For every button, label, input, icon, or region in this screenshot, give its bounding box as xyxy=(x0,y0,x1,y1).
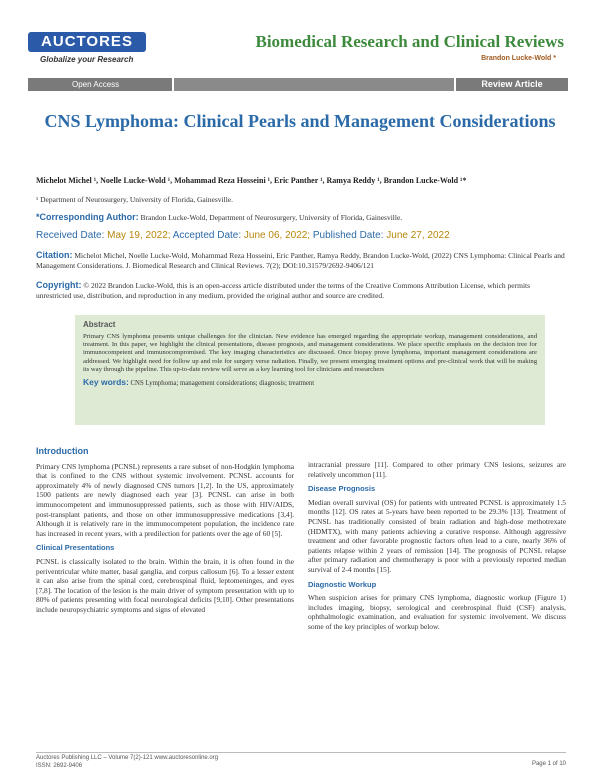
journal-title: Biomedical Research and Clinical Reviews xyxy=(255,32,564,51)
footer-publisher[interactable]: Auctores Publishing LLC – Volume 7(2)-121 www.auctoresonline.org xyxy=(36,755,219,761)
published-date: June 27, 2022 xyxy=(386,230,450,241)
introduction-text: Primary CNS lymphoma (PCNSL) represents a rare subset of non-Hodgkin lymphoma that is confined to the CNS without systemic involvement. PCNSL accounts for approximately 4% of newly diagnosed CNS tumors [1,2]. In the US, approximately 1500 patients are newly diagnosed each year [3]. PCNSL can arise in both immunocompetent and immunosuppressed patients, such as those with HIV/AIDS, post-transplant patients, and those on other immunosuppressive medications [3,4]. Although it is relatively rare in the immunocompetent population, the incidence rate has increased in recent years, with a predilection for patients over the age of 60 [5]. xyxy=(36,461,294,538)
affiliation: ¹ Department of Neurosurgery, University of Florida, Gainesville. xyxy=(36,195,233,204)
keywords xyxy=(83,377,537,387)
disease-prognosis-heading: Disease Prognosis xyxy=(308,484,376,494)
clinical-presentations-continued: intracranial pressure [11]. Compared to other primary CNS lesions, seizures are relatively uncommon [11]. xyxy=(308,460,566,479)
article-type-badge: Review Article xyxy=(456,78,568,91)
footer-info xyxy=(36,754,218,770)
journal-author: Brandon Lucke-Wold * xyxy=(481,55,556,62)
left-column xyxy=(36,447,294,617)
corresponding-author-text: Brandon Lucke-Wold, Department of Neurosurgery, University of Florida, Gainesville. xyxy=(138,213,403,222)
published-label: Published Date: xyxy=(312,230,384,241)
diagnostic-workup-heading: Diagnostic Workup xyxy=(308,579,377,589)
clinical-presentations-heading: Clinical Presentations xyxy=(36,543,115,553)
auctores-logo[interactable]: AUCTORES xyxy=(28,32,146,52)
author-list: Michelot Michel ¹, Noelle Lucke-Wold ¹, Mohammad Reza Hosseini ¹, Eric Panther ¹, Ramya Reddy ¹, Brandon Lucke-Wold ¹* xyxy=(36,176,467,185)
received-date: May 19, 2022; xyxy=(107,230,171,241)
clinical-presentations-text: PCNSL is classically isolated to the brain. Within the brain, it is often found in the periventricular white matter, basal ganglia, and corpus callosum [6]. To a lesser extent it can also arise from the spinal cord, cerebrospinal fluid, leptomeninges, and eyes [7,8]. The location of the lesion is the main driver of symptom presentation with up to 80% of patients presenting with focal neurological deficits [9,10]. Other presentations include neuropsychiatric symptoms and signs of elevated xyxy=(36,556,294,614)
copyright-label: Copyright: xyxy=(36,280,82,290)
abstract-box xyxy=(75,315,545,425)
logo-tagline: Globalize your Research xyxy=(40,55,134,64)
article-title: CNS Lymphoma: Clinical Pearls and Management Considerations xyxy=(44,111,556,131)
copyright xyxy=(36,280,566,301)
open-access-badge: Open Access xyxy=(28,78,172,91)
abstract-text: Primary CNS lymphoma presents unique challenges for the clinician. New evidence has emerged regarding the appropriate workup, management considerations, and treatment. In this paper, we highlight the clinical presentations, disease prognosis, and management considerations. We place specific emphasis on the decision tree for immunocompetent and immunocompromised. The key imaging characteristics are discussed. Once biopsy prove lymphoma, important management considerations are addressed. We highlight need for follow up and role for surgery verse radiation. Finally, we present emerging treatment options and pre-clinical work that will be making its way through the pipeline. This up-to-date review will serve as a key learning tool for clinicians and researchers xyxy=(83,333,537,373)
citation xyxy=(36,250,566,271)
keywords-text: CNS Lymphoma; management considerations; diagnosis; treatment xyxy=(128,380,315,388)
article-dates xyxy=(36,230,450,241)
abstract-heading: Abstract xyxy=(83,320,116,329)
copyright-text: © 2022 Brandon Lucke-Wold, this is an open-access article distributed under the terms of the Creative Commons Attribution License, which permits unrestricted use, distribution, and reproduction in any medium, provided the original author and source are credited. xyxy=(36,281,531,300)
accepted-date: June 06, 2022; xyxy=(243,230,311,241)
corresponding-author xyxy=(36,212,402,222)
citation-label: Citation: xyxy=(36,250,73,260)
header-bar xyxy=(174,78,454,91)
introduction-heading: Introduction xyxy=(36,446,89,456)
corresponding-author-label: *Corresponding Author: xyxy=(36,212,139,222)
page-number: Page 1 of 10 xyxy=(531,761,566,767)
page-header xyxy=(0,0,600,92)
received-label: Received Date: xyxy=(36,230,105,241)
footer-issn: ISSN: 2692-9406 xyxy=(36,763,83,769)
keywords-label: Key words: xyxy=(83,377,129,388)
accepted-label: Accepted Date: xyxy=(172,230,242,241)
citation-text[interactable]: Michelot Michel, Noelle Lucke-Wold, Mohammad Reza Hosseini, Eric Panther, Ramya Reddy, Brandon Lucke-Wold, (2022) CNS Lymphoma: Clinical Pearls and Management Considerations. J. Biomedical Research and Clinical Reviews. 7(2); DOI:10.31579/2692-9406/121 xyxy=(36,251,565,270)
right-column xyxy=(308,460,566,634)
diagnostic-workup-text: When suspicion arises for primary CNS lymphoma, diagnostic workup (Figure 1) includes imaging, biopsy, serological and cerebrospinal fluid (CSF) analysis, ophthalmologic examination, and evaluation for systemic involvement. We discuss some of the key principles of workup below. xyxy=(308,593,566,631)
disease-prognosis-text: Median overall survival (OS) for patients with untreated PCNSL is approximately 1.5 months [12]. OS rates at 5-years have been reported to be 29.3% [13]. Treatment of PCNSL has traditionally consisted of brain radiation and high-dose methotrexate (HDMTX), with many patients achieving a curative response. Although aggressive treatment and other favorable prognostic factors often lead to a cure, nearly 36% of patients relapse within 2 years of remission [14]. The prognosis of PCNSL relapse after primary radiation and chemotherapy is poor with a previously reported median survival of 2-4 months [15]. xyxy=(308,497,566,574)
footer-divider xyxy=(36,752,566,753)
